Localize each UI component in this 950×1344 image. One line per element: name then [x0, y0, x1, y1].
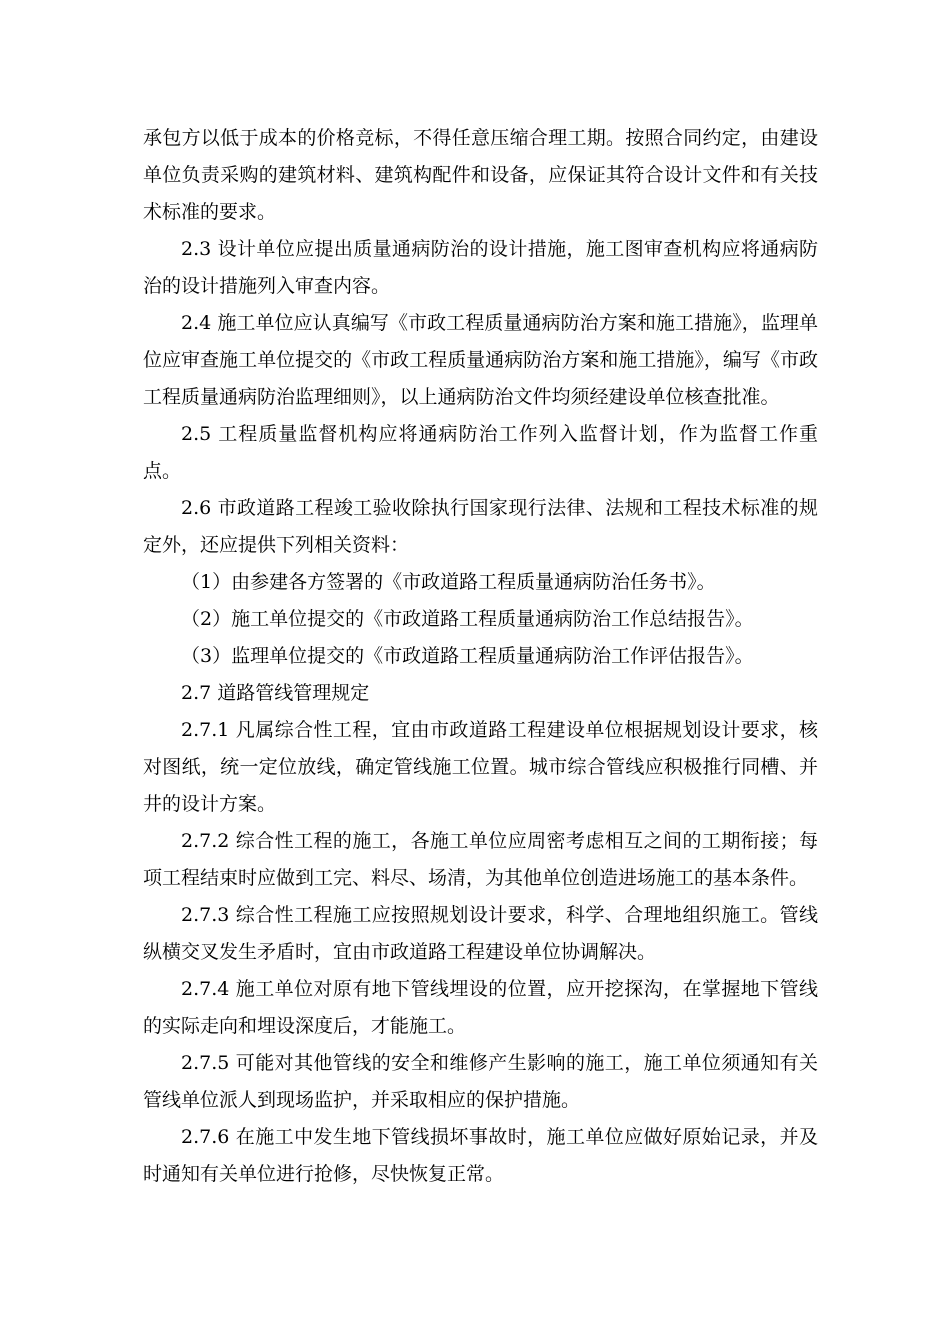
document-body	[143, 120, 818, 1193]
section-heading-2-7: 2.7 道路管线管理规定	[181, 682, 370, 704]
paragraph-2-3: 2.3 设计单位应提出质量通病防治的设计措施，施工图审查机构应将通病防治的设计措施列入审查内容。	[143, 238, 818, 297]
paragraph-continuation: 承包方以低于成本的价格竞标，不得任意压缩合理工期。按照合同约定，由建设单位负责采购的建筑材料、建筑构配件和设备，应保证其符合设计文件和有关技术标准的要求。	[143, 127, 818, 223]
paragraph-2-7-6: 2.7.6 在施工中发生地下管线损坏事故时，施工单位应做好原始记录，并及时通知有关单位进行抢修，尽快恢复正常。	[143, 1126, 818, 1185]
paragraph-2-7-4: 2.7.4 施工单位对原有地下管线埋设的位置，应开挖探沟，在掌握地下管线的实际走向和埋设深度后，才能施工。	[143, 978, 818, 1037]
paragraph-2-7-3: 2.7.3 综合性工程施工应按照规划设计要求，科学、合理地组织施工。管线纵横交叉发生矛盾时，宜由市政道路工程建设单位协调解决。	[143, 904, 818, 963]
paragraph-2-6: 2.6 市政道路工程竣工验收除执行国家现行法律、法规和工程技术标准的规定外，还应提供下列相关资料：	[143, 497, 818, 556]
list-item-1: （1）由参建各方签署的《市政道路工程质量通病防治任务书》。	[181, 571, 716, 593]
list-item-3: （3）监理单位提交的《市政道路工程质量通病防治工作评估报告》。	[181, 645, 754, 667]
list-item-2: （2）施工单位提交的《市政道路工程质量通病防治工作总结报告》。	[181, 608, 754, 630]
paragraph-2-5: 2.5 工程质量监督机构应将通病防治工作列入监督计划，作为监督工作重点。	[143, 423, 818, 482]
paragraph-2-4: 2.4 施工单位应认真编写《市政工程质量通病防治方案和施工措施》，监理单位应审查施工单位提交的《市政工程质量通病防治方案和施工措施》，编写《市政工程质量通病防治监理细则》，以上通病防治文件均须经建设单位核查批准。	[143, 312, 818, 408]
paragraph-2-7-2: 2.7.2 综合性工程的施工，各施工单位应周密考虑相互之间的工期衔接；每项工程结束时应做到工完、料尽、场清，为其他单位创造进场施工的基本条件。	[143, 830, 818, 889]
paragraph-2-7-5: 2.7.5 可能对其他管线的安全和维修产生影响的施工，施工单位须通知有关管线单位派人到现场监护，并采取相应的保护措施。	[143, 1052, 818, 1111]
paragraph-2-7-1: 2.7.1 凡属综合性工程，宜由市政道路工程建设单位根据规划设计要求，核对图纸，统一定位放线，确定管线施工位置。城市综合管线应积极推行同槽、并井的设计方案。	[143, 719, 818, 815]
